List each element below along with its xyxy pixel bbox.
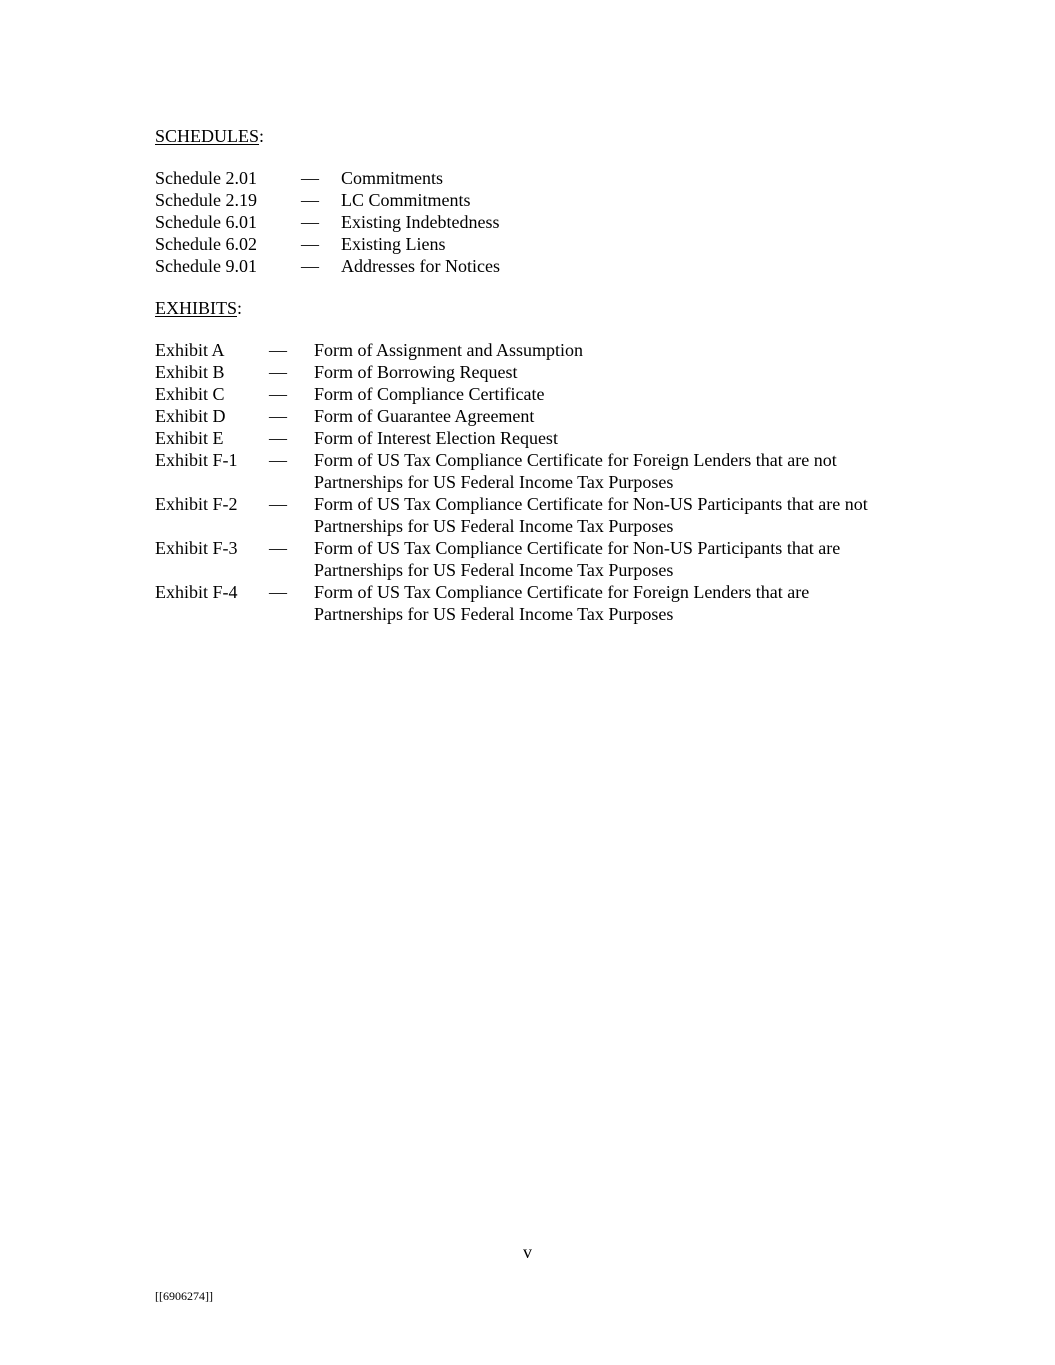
- exhibit-dash: —: [269, 450, 287, 470]
- schedule-row: [155, 233, 500, 255]
- exhibit-row: [155, 361, 868, 383]
- exhibits-heading: [155, 297, 242, 319]
- exhibit-description: Form of US Tax Compliance Certificate for Non-US Participants that are Partnerships for US Federal Income Tax Purposes: [314, 538, 841, 580]
- exhibit-row: [155, 383, 868, 405]
- exhibit-label: Exhibit A: [155, 340, 225, 360]
- exhibits-heading-text: EXHIBITS: [155, 298, 237, 318]
- schedule-label: Schedule 6.02: [155, 234, 257, 254]
- schedule-dash: —: [301, 234, 319, 254]
- exhibit-label: Exhibit F-2: [155, 494, 238, 514]
- exhibits-heading-colon: :: [237, 298, 243, 318]
- schedule-row: [155, 167, 500, 189]
- exhibit-dash: —: [269, 582, 287, 602]
- exhibit-description: Form of Interest Election Request: [314, 428, 558, 448]
- exhibit-description: Form of Guarantee Agreement: [314, 406, 535, 426]
- document-id: [[6906274]]: [155, 1289, 213, 1303]
- exhibit-description: Form of Assignment and Assumption: [314, 340, 584, 360]
- schedule-dash: —: [301, 256, 319, 276]
- schedules-heading: [155, 125, 264, 147]
- exhibit-row: [155, 449, 868, 493]
- schedule-label: Schedule 9.01: [155, 256, 257, 276]
- exhibit-description: Form of US Tax Compliance Certificate for Non-US Participants that are not Partnerships for US Federal Income Tax Purposes: [314, 494, 868, 536]
- exhibit-dash: —: [269, 340, 287, 360]
- schedules-heading-colon: :: [259, 126, 265, 146]
- exhibit-row: [155, 339, 868, 361]
- schedule-description: Existing Indebtedness: [341, 212, 500, 232]
- exhibits-list: [155, 339, 868, 625]
- schedule-description: Addresses for Notices: [341, 256, 500, 276]
- schedule-label: Schedule 6.01: [155, 212, 257, 232]
- exhibit-label: Exhibit C: [155, 384, 225, 404]
- exhibit-description: Form of Compliance Certificate: [314, 384, 545, 404]
- exhibit-description: Form of Borrowing Request: [314, 362, 518, 382]
- exhibit-dash: —: [269, 538, 287, 558]
- schedules-heading-text: SCHEDULES: [155, 126, 260, 146]
- schedule-row: [155, 255, 500, 277]
- exhibit-description: Form of US Tax Compliance Certificate for Foreign Lenders that are not Partnerships for US Federal Income Tax Purposes: [314, 450, 837, 492]
- exhibit-dash: —: [269, 494, 287, 514]
- exhibit-row: [155, 493, 868, 537]
- schedule-description: Commitments: [341, 168, 444, 188]
- exhibit-dash: —: [269, 384, 287, 404]
- schedule-dash: —: [301, 168, 319, 188]
- exhibit-label: Exhibit F-4: [155, 582, 238, 602]
- schedule-label: Schedule 2.19: [155, 190, 257, 210]
- exhibit-label: Exhibit F-1: [155, 450, 238, 470]
- schedule-row: [155, 189, 500, 211]
- page-number: v: [523, 1242, 532, 1262]
- schedules-list: [155, 167, 500, 277]
- schedule-description: Existing Liens: [341, 234, 446, 254]
- exhibit-dash: —: [269, 406, 287, 426]
- exhibit-label: Exhibit E: [155, 428, 224, 448]
- exhibit-row: [155, 405, 868, 427]
- exhibit-row: [155, 427, 868, 449]
- exhibit-label: Exhibit B: [155, 362, 225, 382]
- schedule-row: [155, 211, 500, 233]
- schedule-description: LC Commitments: [341, 190, 471, 210]
- exhibit-label: Exhibit F-3: [155, 538, 238, 558]
- schedule-label: Schedule 2.01: [155, 168, 257, 188]
- exhibit-dash: —: [269, 362, 287, 382]
- exhibit-row: [155, 537, 868, 581]
- exhibit-label: Exhibit D: [155, 406, 226, 426]
- schedule-dash: —: [301, 212, 319, 232]
- exhibit-dash: —: [269, 428, 287, 448]
- exhibit-row: [155, 581, 868, 625]
- exhibit-description: Form of US Tax Compliance Certificate for Foreign Lenders that are Partnerships for US Federal Income Tax Purposes: [314, 582, 810, 624]
- schedule-dash: —: [301, 190, 319, 210]
